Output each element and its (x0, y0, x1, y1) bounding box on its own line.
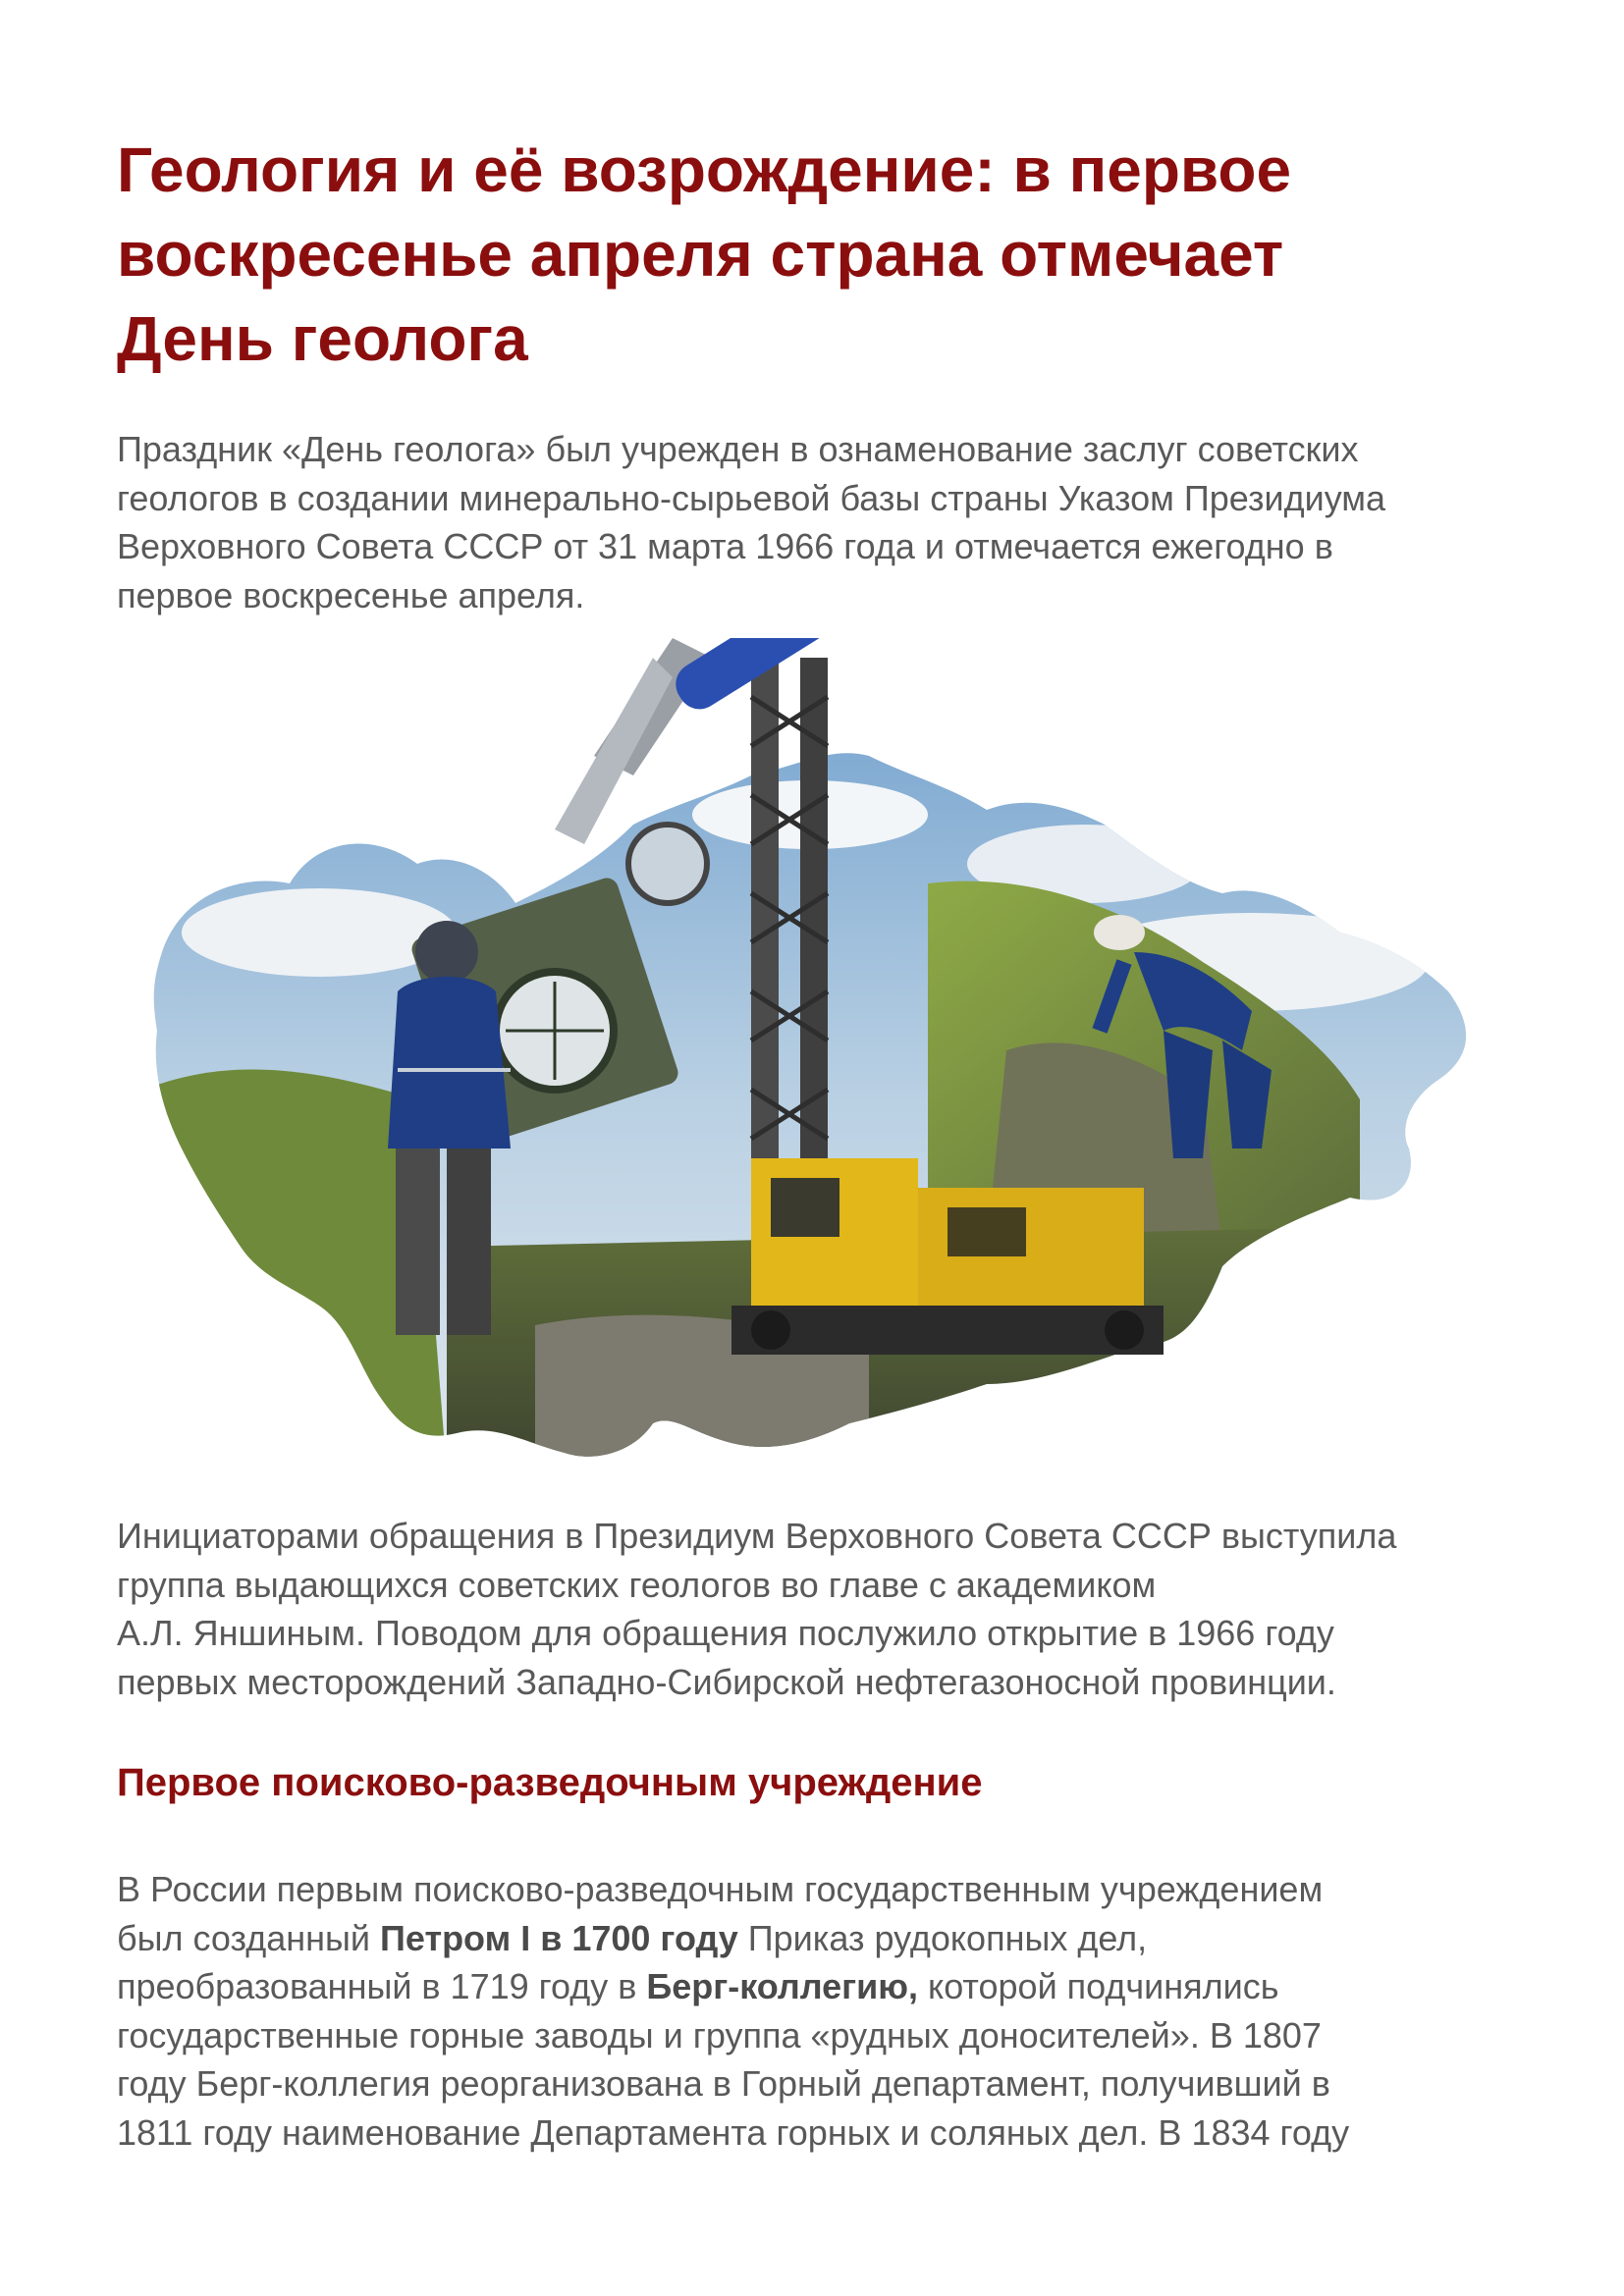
bold-text-peter: Петром I в 1700 году (380, 1917, 738, 1958)
text-line: государственные горные заводы и группа «рудных доносителей». В 1807 (117, 2014, 1322, 2056)
text-segment: которой подчинялись (918, 1966, 1279, 2006)
bold-text-berg-collegium: Берг-коллегию, (646, 1966, 919, 2006)
text-line: Инициаторами обращения в Президиум Верховного Совета СССР выступила (117, 1516, 1397, 1556)
text-line: Праздник «День геолога» был учрежден в ознаменование заслуг советских (117, 429, 1359, 469)
text-line: 1811 году наименование Департамента горных и соляных дел. В 1834 году (117, 2111, 1350, 2153)
text-line: году Берг-коллегия реорганизована в Горный департамент, получивший в (117, 2063, 1330, 2104)
text-segment: Приказ рудокопных дел, (737, 1917, 1148, 1958)
text-line: А.Л. Яншиным. Поводом для обращения послужило открытие в 1966 году (117, 1613, 1334, 1653)
intro-paragraph (117, 425, 1531, 619)
geology-collage-image (123, 638, 1497, 1472)
text-segment: преобразованный в 1719 году в (117, 1966, 647, 2006)
initiators-paragraph (117, 1512, 1531, 1706)
text-line: первое воскресенье апреля. (117, 574, 585, 615)
text-line: Верховного Совета СССР от 31 марта 1966 года и отмечается ежегодно в (117, 526, 1333, 566)
text-line: группа выдающихся советских геологов во главе с академиком (117, 1564, 1157, 1605)
text-line: первых месторождений Западно-Сибирской нефтегазоносной провинции. (117, 1661, 1336, 1702)
text-segment: был созданный (117, 1917, 381, 1958)
section-heading: Первое поисково-разведочным учреждение (117, 1761, 983, 1804)
title-line: День геолога (117, 303, 528, 374)
article-title (117, 128, 1531, 381)
title-line: воскресенье апреля страна отмечает (117, 219, 1284, 290)
text-line: В России первым поисково-разведочным государственным учреждением (117, 1869, 1324, 1909)
text-line: геологов в создании минерально-сырьевой базы страны Указом Президиума (117, 477, 1386, 518)
title-line: Геология и её возрождение: в первое (117, 134, 1292, 205)
history-paragraph (117, 1865, 1531, 2157)
